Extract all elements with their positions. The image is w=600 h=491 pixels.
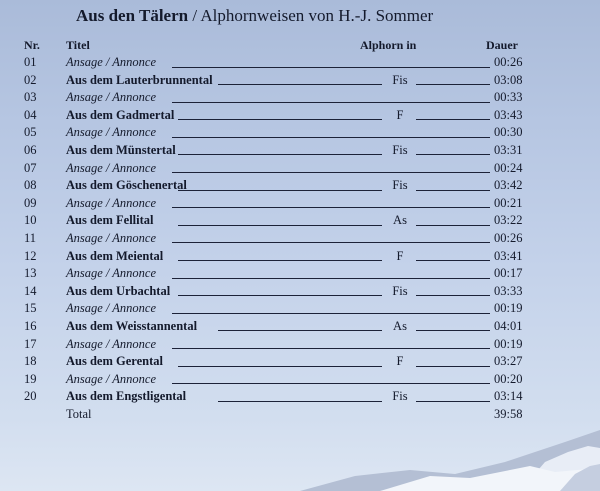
track-duration: 03:14: [494, 389, 523, 404]
track-duration: 03:41: [494, 248, 523, 263]
leader-line: [172, 278, 490, 279]
track-duration: 00:30: [494, 125, 523, 140]
leader-line: [172, 313, 490, 314]
track-title: Aus dem Lauterbrunnental: [66, 72, 213, 87]
track-title: Aus dem Gerental: [66, 354, 163, 369]
leader-line-duration: [416, 190, 490, 191]
track-key: As: [393, 318, 407, 333]
leader-line-duration: [416, 119, 490, 120]
leader-line-duration: [416, 330, 490, 331]
track-row: [0, 336, 600, 354]
track-number: 05: [24, 125, 37, 140]
track-key: Fis: [392, 72, 408, 87]
track-title: Ansage / Annonce: [66, 125, 157, 140]
track-list: [0, 54, 600, 423]
track-title: Ansage / Annonce: [66, 230, 157, 245]
leader-line: [172, 172, 490, 173]
track-key: Fis: [392, 389, 408, 404]
leader-line-key: [178, 366, 382, 367]
leader-line-key: [178, 295, 382, 296]
track-duration: 03:42: [494, 178, 523, 193]
track-row: [0, 160, 600, 178]
track-number: 18: [24, 354, 37, 369]
leader-line-key: [178, 119, 382, 120]
track-row: [0, 177, 600, 195]
track-duration: 03:08: [494, 72, 523, 87]
track-row: [0, 283, 600, 301]
track-duration: 00:33: [494, 90, 523, 105]
track-row: [0, 124, 600, 142]
track-duration: 03:31: [494, 142, 523, 157]
track-row: [0, 54, 600, 72]
track-duration: 03:27: [494, 354, 523, 369]
track-number: 04: [24, 107, 37, 122]
track-duration: 00:24: [494, 160, 523, 175]
leader-line: [172, 67, 490, 68]
track-title: Ansage / Annonce: [66, 301, 157, 316]
track-row: [0, 388, 600, 406]
total-row: [0, 406, 600, 424]
track-duration: 00:26: [494, 230, 523, 245]
track-key: F: [396, 248, 404, 263]
track-row: [0, 318, 600, 336]
track-title: Aus dem Gadmertal: [66, 107, 175, 122]
track-title: Ansage / Annonce: [66, 336, 157, 351]
leader-line-key: [218, 330, 382, 331]
leader-line-key: [218, 401, 382, 402]
track-duration: 03:33: [494, 283, 523, 298]
track-key: F: [396, 107, 404, 122]
leader-line: [172, 137, 490, 138]
track-number: 09: [24, 195, 37, 210]
track-number: 07: [24, 160, 37, 175]
track-row: [0, 72, 600, 90]
track-title: Ansage / Annonce: [66, 55, 157, 69]
track-row: [0, 265, 600, 283]
track-title: Ansage / Annonce: [66, 371, 157, 386]
track-duration: 00:19: [494, 336, 523, 351]
leader-line-duration: [416, 401, 490, 402]
leader-line-key: [178, 190, 382, 191]
leader-line-duration: [416, 154, 490, 155]
track-row: [0, 248, 600, 266]
album-subtitle: / Alphornweisen von H.-J. Sommer: [188, 6, 434, 25]
leader-line-key: [178, 154, 382, 155]
total-label: Total: [66, 406, 92, 421]
track-key: Fis: [392, 142, 408, 157]
track-key: As: [393, 213, 407, 228]
track-title: Ansage / Annonce: [66, 160, 157, 175]
track-title: Aus dem Meiental: [66, 248, 164, 263]
track-number: 02: [24, 72, 37, 87]
column-header-duration: Dauer: [486, 38, 518, 52]
track-key: Fis: [392, 178, 408, 193]
track-duration: 04:01: [494, 318, 523, 333]
track-duration: 00:20: [494, 371, 523, 386]
column-header-key: Alphorn in: [360, 38, 417, 52]
track-title: Aus dem Münstertal: [66, 142, 176, 157]
track-title: Aus dem Engstligental: [66, 389, 187, 404]
leader-line-duration: [416, 295, 490, 296]
leader-line-duration: [416, 366, 490, 367]
track-key: F: [396, 354, 404, 369]
column-header-title: Titel: [66, 38, 90, 52]
leader-line-duration: [416, 260, 490, 261]
track-row: [0, 195, 600, 213]
leader-line: [172, 207, 490, 208]
track-number: 12: [24, 248, 37, 263]
track-row: [0, 107, 600, 125]
track-duration: 00:19: [494, 301, 523, 316]
track-number: 15: [24, 301, 37, 316]
track-title: Aus dem Fellital: [66, 213, 154, 228]
leader-line: [172, 348, 490, 349]
album-heading: [76, 6, 433, 26]
leader-line: [172, 242, 490, 243]
track-title: Aus dem Weisstannental: [66, 318, 198, 333]
track-row: [0, 89, 600, 107]
track-number: 17: [24, 336, 37, 351]
track-row: [0, 371, 600, 389]
track-number: 03: [24, 90, 37, 105]
track-duration: 00:26: [494, 55, 523, 69]
track-title: Ansage / Annonce: [66, 266, 157, 281]
track-number: 19: [24, 371, 37, 386]
leader-line-key: [218, 84, 382, 85]
track-row: [0, 212, 600, 230]
track-number: 10: [24, 213, 37, 228]
track-number: 11: [24, 230, 37, 245]
track-number: 20: [24, 389, 37, 404]
track-row: [0, 230, 600, 248]
track-title: Ansage / Annonce: [66, 195, 157, 210]
leader-line: [172, 383, 490, 384]
track-duration: 03:43: [494, 107, 523, 122]
track-row: [0, 142, 600, 160]
leader-line-key: [178, 225, 382, 226]
track-duration: 00:17: [494, 266, 523, 281]
track-number: 06: [24, 142, 37, 157]
leader-line-duration: [416, 84, 490, 85]
track-number: 01: [24, 55, 37, 69]
track-number: 14: [24, 283, 37, 298]
track-title: Aus dem Göschenertal: [66, 178, 187, 193]
leader-line: [172, 102, 490, 103]
column-header-nr: Nr.: [24, 38, 40, 52]
track-row: [0, 300, 600, 318]
track-title: Aus dem Urbachtal: [66, 283, 171, 298]
track-number: 16: [24, 318, 37, 333]
track-key: Fis: [392, 283, 408, 298]
leader-line-key: [178, 260, 382, 261]
track-duration: 03:22: [494, 213, 523, 228]
album-title: Aus den Tälern: [76, 6, 189, 25]
leader-line-duration: [416, 225, 490, 226]
track-number: 08: [24, 178, 37, 193]
track-duration: 00:21: [494, 195, 523, 210]
track-number: 13: [24, 266, 37, 281]
track-row: [0, 353, 600, 371]
total-duration: 39:58: [494, 406, 523, 421]
track-title: Ansage / Annonce: [66, 90, 157, 105]
